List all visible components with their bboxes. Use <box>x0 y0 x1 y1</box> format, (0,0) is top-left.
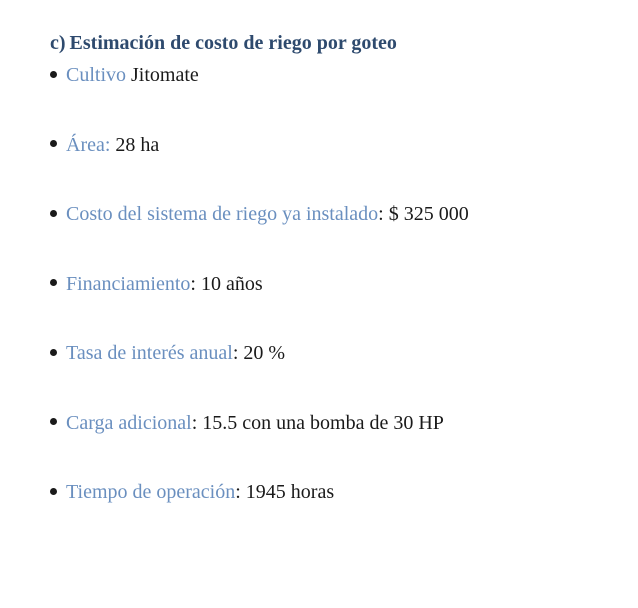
item-separator: : <box>190 272 201 295</box>
bullet-icon <box>50 349 57 356</box>
section-marker: c) <box>50 32 66 54</box>
bullet-icon <box>50 279 57 286</box>
list-item-financiamiento <box>50 269 469 339</box>
bullet-icon <box>50 210 57 217</box>
item-label: Tiempo de operación <box>66 481 236 503</box>
item-label: Tasa de interés anual <box>66 342 233 364</box>
item-value: $ 325 000 <box>388 203 469 225</box>
list-item-cultivo <box>50 60 469 130</box>
item-separator: : <box>191 411 203 434</box>
item-value: 1945 horas <box>245 481 335 503</box>
item-label: Área: <box>66 133 111 156</box>
section-title: Estimación de costo de riego por goteo <box>69 32 397 54</box>
item-value: 28 ha <box>115 133 160 156</box>
item-value: 20 % <box>243 342 286 364</box>
bullet-icon <box>50 418 57 425</box>
list-item-carga <box>50 408 469 478</box>
bullet-icon <box>50 140 57 147</box>
item-separator: : <box>378 203 389 225</box>
item-value: Jitomate <box>131 64 199 86</box>
item-label: Costo del sistema de riego ya instalado <box>66 203 379 225</box>
list-item-tiempo <box>50 477 469 547</box>
list-item-tasa <box>50 338 469 408</box>
bullet-list <box>50 60 469 547</box>
item-label: Cultivo <box>66 64 127 86</box>
item-label: Financiamiento <box>66 272 191 295</box>
bullet-icon <box>50 71 57 78</box>
bullet-icon <box>50 488 57 495</box>
item-separator: : <box>232 342 244 364</box>
item-label: Carga adicional <box>66 411 192 434</box>
item-value: 10 años <box>200 272 263 295</box>
list-item-area <box>50 130 469 200</box>
list-item-costo <box>50 199 469 269</box>
item-separator: : <box>235 481 246 503</box>
section-heading <box>50 32 397 55</box>
item-value: 15.5 con una bomba de 30 HP <box>202 411 444 434</box>
